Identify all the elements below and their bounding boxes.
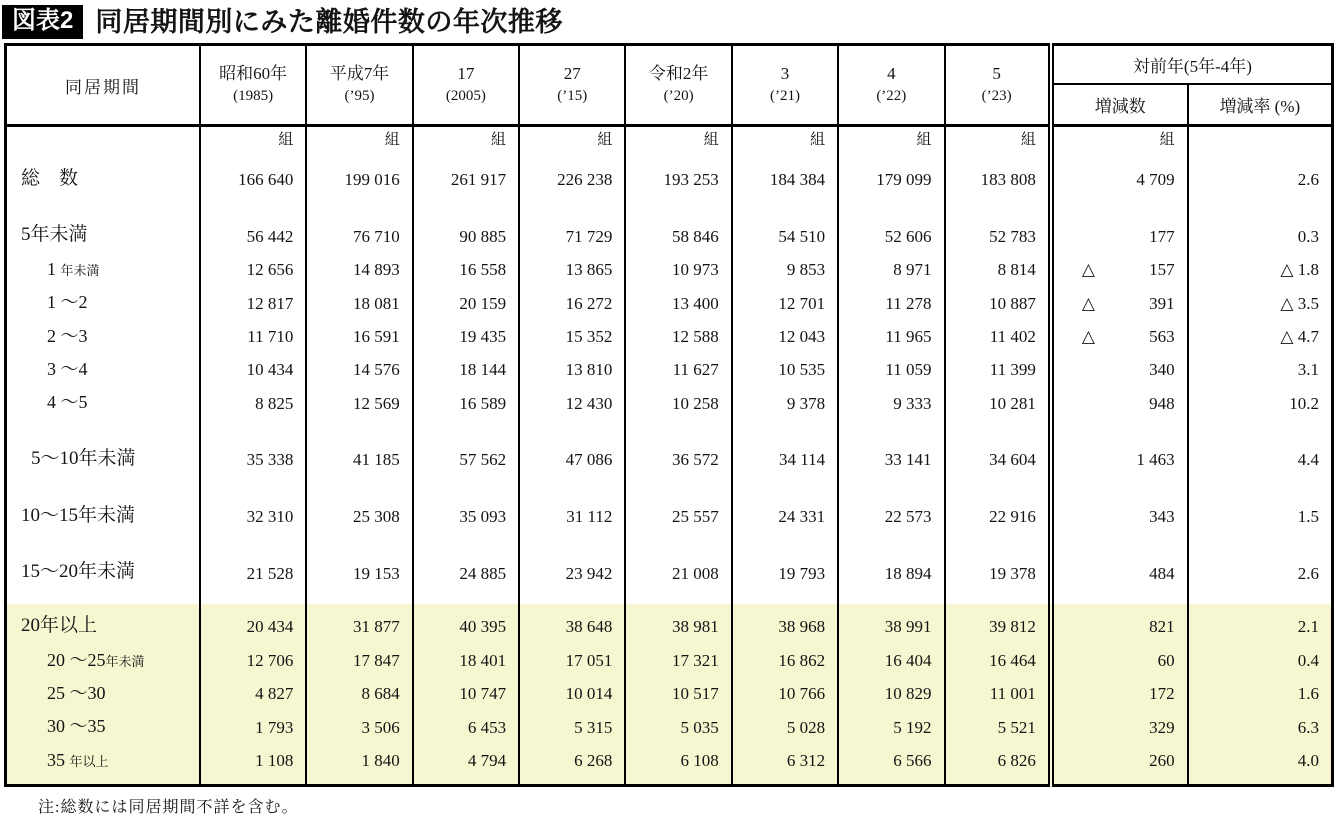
- cell-value: 10 747: [413, 678, 519, 711]
- row-label-text: 5年未満: [21, 224, 88, 246]
- cell-value: 11 965: [838, 321, 944, 354]
- diff-value: 157: [1149, 260, 1175, 280]
- cell-value: 12 656: [200, 254, 306, 287]
- cell-value: 184 384: [732, 163, 838, 198]
- cell-diff: [1051, 163, 1188, 198]
- row-label-text: 4 ～5: [47, 392, 88, 413]
- cell-value: 33 141: [838, 421, 944, 478]
- spacer-cell: [413, 591, 519, 604]
- cell-value: 166 640: [200, 163, 306, 198]
- unit-cell: 組: [200, 126, 306, 163]
- diff-value: 260: [1149, 751, 1175, 771]
- cell-value: 5 192: [838, 711, 944, 744]
- cell-value: 56 442: [200, 197, 306, 254]
- unit-cell: 組: [413, 126, 519, 163]
- cell-diff: [1051, 534, 1188, 591]
- cell-value: 76 710: [306, 197, 412, 254]
- figure-badge: 図表2: [2, 5, 83, 39]
- cell-value: 16 272: [519, 287, 625, 320]
- cell-value: 10 014: [519, 678, 625, 711]
- cell-value: 11 278: [838, 287, 944, 320]
- year-label: 5: [992, 63, 1001, 83]
- cell-value: 36 572: [625, 421, 731, 478]
- cell-value: 10 829: [838, 678, 944, 711]
- cell-value: 18 894: [838, 534, 944, 591]
- cell-rate: 0.4: [1188, 645, 1333, 678]
- unit-cell: 組: [1051, 126, 1188, 163]
- cell-value: 11 402: [945, 321, 1051, 354]
- cell-rate: 3.1: [1188, 354, 1333, 387]
- row-label: [6, 387, 200, 420]
- table-row: [6, 387, 1333, 420]
- row-label: [6, 645, 200, 678]
- year-label: 3: [780, 63, 790, 83]
- cell-value: 10 281: [945, 387, 1051, 420]
- cell-rate: 1.5: [1188, 478, 1333, 535]
- cell-value: 16 404: [838, 645, 944, 678]
- unit-row: [6, 126, 1333, 163]
- cell-value: 19 793: [732, 534, 838, 591]
- row-label-text: 20年以上: [21, 614, 98, 636]
- cell-diff: [1051, 745, 1188, 786]
- cell-value: 10 434: [200, 354, 306, 387]
- table-row: [6, 321, 1333, 354]
- cell-rate: △ 3.5: [1188, 287, 1333, 320]
- col-header-year-1985: [200, 45, 306, 126]
- table-row: [6, 745, 1333, 786]
- col-header-duration: 同居期間: [6, 45, 200, 126]
- cell-value: 41 185: [306, 421, 412, 478]
- cell-rate: 0.3: [1188, 197, 1333, 254]
- cell-diff: [1051, 478, 1188, 535]
- cell-value: 13 810: [519, 354, 625, 387]
- spacer-cell: [838, 591, 944, 604]
- cell-value: 40 395: [413, 604, 519, 645]
- cell-value: 11 710: [200, 321, 306, 354]
- cell-rate: 2.6: [1188, 163, 1333, 198]
- cell-value: 6 453: [413, 711, 519, 744]
- title-bar: [0, 0, 1340, 43]
- year-label: 昭和60年: [219, 63, 288, 83]
- year-label: 27: [563, 63, 581, 83]
- diff-wrap: [1082, 506, 1175, 528]
- cell-value: 10 535: [732, 354, 838, 387]
- unit-cell-empty: [1188, 126, 1333, 163]
- cell-value: 16 464: [945, 645, 1051, 678]
- year-sublabel: (’21): [769, 88, 800, 105]
- cell-value: 21 008: [625, 534, 731, 591]
- spacer-row: [6, 591, 1333, 604]
- cell-value: 38 981: [625, 604, 731, 645]
- year-label: 平成7年: [329, 63, 390, 83]
- cell-value: 22 916: [945, 478, 1051, 535]
- cell-value: 31 877: [306, 604, 412, 645]
- row-label: [6, 126, 200, 163]
- cell-value: 4 794: [413, 745, 519, 786]
- diff-wrap: [1082, 650, 1175, 672]
- cell-value: 39 812: [945, 604, 1051, 645]
- cell-value: 9 333: [838, 387, 944, 420]
- diff-value: 821: [1149, 617, 1175, 637]
- cell-value: 5 521: [945, 711, 1051, 744]
- row-label: [6, 604, 200, 645]
- cell-value: 24 331: [732, 478, 838, 535]
- cell-value: 10 517: [625, 678, 731, 711]
- cell-value: 179 099: [838, 163, 944, 198]
- cell-value: 5 315: [519, 711, 625, 744]
- cell-value: 12 706: [200, 645, 306, 678]
- cell-value: 11 059: [838, 354, 944, 387]
- cell-value: 71 729: [519, 197, 625, 254]
- row-label-suffix: 年未満: [105, 653, 145, 669]
- cell-value: 9 378: [732, 387, 838, 420]
- cell-rate: 2.6: [1188, 534, 1333, 591]
- spacer-cell: [6, 591, 200, 604]
- col-header-year-2005: [413, 45, 519, 126]
- cell-value: 6 108: [625, 745, 731, 786]
- cell-value: 22 573: [838, 478, 944, 535]
- spacer-cell: [200, 591, 306, 604]
- table-row: [6, 645, 1333, 678]
- cell-value: 16 591: [306, 321, 412, 354]
- col-header-year-2023: [945, 45, 1051, 126]
- cell-diff: [1051, 604, 1188, 645]
- row-label: [6, 534, 200, 591]
- year-sublabel: (’22): [876, 88, 907, 105]
- row-label: [6, 478, 200, 535]
- row-label-text: 25 ～30: [47, 682, 106, 703]
- diff-wrap: [1082, 750, 1175, 772]
- diff-wrap: [1082, 616, 1175, 638]
- row-label: [6, 421, 200, 478]
- cell-value: 18 401: [413, 645, 519, 678]
- cell-diff: [1051, 678, 1188, 711]
- diff-wrap: [1082, 259, 1175, 281]
- cell-value: 9 853: [732, 254, 838, 287]
- decrease-triangle-icon: △: [1081, 293, 1095, 313]
- diff-value: 329: [1149, 717, 1175, 737]
- cell-value: 16 558: [413, 254, 519, 287]
- table-row: [6, 711, 1333, 744]
- cell-value: 17 051: [519, 645, 625, 678]
- row-label-text: 5～10年未満: [31, 447, 136, 469]
- cell-value: 6 312: [732, 745, 838, 786]
- spacer-cell: [732, 591, 838, 604]
- cell-value: 18 081: [306, 287, 412, 320]
- cell-value: 52 783: [945, 197, 1051, 254]
- page-title: 同居期間別にみた離婚件数の年次推移: [95, 6, 563, 37]
- year-sublabel: (’95): [344, 88, 375, 105]
- footnote: 注:総数には同居期間不詳を含む。: [38, 799, 299, 817]
- cell-value: 1 108: [200, 745, 306, 786]
- cell-rate: △ 1.8: [1188, 254, 1333, 287]
- decrease-triangle-icon: △: [1081, 326, 1095, 346]
- cell-value: 38 968: [732, 604, 838, 645]
- cell-value: 19 153: [306, 534, 412, 591]
- divorce-statistics-table: [4, 43, 1334, 787]
- cell-value: 18 144: [413, 354, 519, 387]
- row-label-text: 20 ～25: [47, 649, 106, 670]
- diff-value: 343: [1149, 507, 1175, 527]
- cell-value: 12 430: [519, 387, 625, 420]
- cell-diff: [1051, 645, 1188, 678]
- row-label: [6, 163, 200, 198]
- diff-value: 563: [1149, 326, 1175, 346]
- cell-diff: [1051, 354, 1188, 387]
- cell-value: 15 352: [519, 321, 625, 354]
- year-sublabel: (’23): [981, 88, 1012, 105]
- diff-value: 60: [1157, 650, 1175, 670]
- cell-value: 19 435: [413, 321, 519, 354]
- spacer-cell: [625, 591, 731, 604]
- unit-cell: 組: [732, 126, 838, 163]
- cell-value: 57 562: [413, 421, 519, 478]
- row-label-text: 35: [47, 749, 70, 770]
- table-body: [6, 126, 1333, 786]
- table-row: [6, 478, 1333, 535]
- diff-value: 391: [1149, 293, 1175, 313]
- table-row: [6, 421, 1333, 478]
- cell-value: 226 238: [519, 163, 625, 198]
- cell-value: 21 528: [200, 534, 306, 591]
- cell-value: 25 557: [625, 478, 731, 535]
- col-header-comparison: 対前年(5年-4年): [1051, 45, 1333, 85]
- cell-rate: 4.0: [1188, 745, 1333, 786]
- cell-value: 16 589: [413, 387, 519, 420]
- cell-value: 8 825: [200, 387, 306, 420]
- cell-rate: 1.6: [1188, 678, 1333, 711]
- cell-value: 261 917: [413, 163, 519, 198]
- cell-diff: [1051, 421, 1188, 478]
- cell-value: 20 159: [413, 287, 519, 320]
- cell-value: 1 840: [306, 745, 412, 786]
- diff-wrap: [1082, 449, 1175, 471]
- table-row: [6, 678, 1333, 711]
- cell-value: 31 112: [519, 478, 625, 535]
- cell-value: 12 817: [200, 287, 306, 320]
- cell-value: 16 862: [732, 645, 838, 678]
- diff-wrap: [1082, 326, 1175, 348]
- cell-value: 47 086: [519, 421, 625, 478]
- table-row: [6, 604, 1333, 645]
- cell-diff: [1051, 321, 1188, 354]
- cell-diff: [1051, 254, 1188, 287]
- year-sublabel: (’20): [663, 88, 694, 105]
- cell-diff: [1051, 387, 1188, 420]
- cell-value: 14 576: [306, 354, 412, 387]
- cell-value: 14 893: [306, 254, 412, 287]
- col-header-diff: 増減数: [1051, 84, 1188, 126]
- cell-value: 5 028: [732, 711, 838, 744]
- row-label: [6, 197, 200, 254]
- unit-cell: 組: [625, 126, 731, 163]
- col-header-year-2021: [732, 45, 838, 126]
- diff-value: 172: [1149, 684, 1175, 704]
- cell-value: 193 253: [625, 163, 731, 198]
- table-row: [6, 287, 1333, 320]
- spacer-cell: [945, 591, 1051, 604]
- table-row: [6, 534, 1333, 591]
- cell-value: 23 942: [519, 534, 625, 591]
- cell-value: 5 035: [625, 711, 731, 744]
- cell-value: 35 338: [200, 421, 306, 478]
- row-label: [6, 287, 200, 320]
- cell-value: 17 321: [625, 645, 731, 678]
- diff-wrap: [1082, 226, 1175, 248]
- cell-value: 1 793: [200, 711, 306, 744]
- col-header-year-2022: [838, 45, 944, 126]
- cell-rate: 10.2: [1188, 387, 1333, 420]
- spacer-cell: [1051, 591, 1188, 604]
- row-label-text: 15～20年未満: [21, 561, 136, 583]
- table-row: [6, 354, 1333, 387]
- spacer-cell: [1188, 591, 1333, 604]
- cell-rate: 6.3: [1188, 711, 1333, 744]
- cell-diff: [1051, 287, 1188, 320]
- diff-value: 1 463: [1136, 450, 1175, 470]
- cell-diff: [1051, 197, 1188, 254]
- diff-value: 4 709: [1136, 170, 1175, 190]
- row-label: [6, 711, 200, 744]
- col-header-rate: 増減率 (%): [1188, 84, 1333, 126]
- cell-rate: 2.1: [1188, 604, 1333, 645]
- row-label-text: 10～15年未満: [21, 504, 136, 526]
- cell-value: 4 827: [200, 678, 306, 711]
- cell-value: 54 510: [732, 197, 838, 254]
- cell-value: 38 648: [519, 604, 625, 645]
- cell-value: 6 826: [945, 745, 1051, 786]
- row-label-suffix: 年未満: [60, 262, 100, 278]
- diff-value: 177: [1149, 226, 1175, 246]
- table-row: [6, 254, 1333, 287]
- row-label: [6, 254, 200, 287]
- row-label: [6, 321, 200, 354]
- cell-value: 34 604: [945, 421, 1051, 478]
- cell-value: 12 569: [306, 387, 412, 420]
- cell-value: 90 885: [413, 197, 519, 254]
- cell-value: 8 684: [306, 678, 412, 711]
- unit-cell: 組: [945, 126, 1051, 163]
- diff-wrap: [1082, 359, 1175, 381]
- cell-rate: △ 4.7: [1188, 321, 1333, 354]
- cell-value: 3 506: [306, 711, 412, 744]
- cell-value: 183 808: [945, 163, 1051, 198]
- row-label-text: 30 ～35: [47, 716, 106, 737]
- year-sublabel: (2005): [445, 88, 486, 105]
- cell-value: 38 991: [838, 604, 944, 645]
- row-label-text: 2 ～3: [47, 325, 88, 346]
- cell-value: 10 973: [625, 254, 731, 287]
- cell-value: 11 001: [945, 678, 1051, 711]
- diff-wrap: [1082, 169, 1175, 191]
- cell-value: 6 268: [519, 745, 625, 786]
- unit-cell: 組: [306, 126, 412, 163]
- cell-value: 10 887: [945, 287, 1051, 320]
- col-header-year-2015: [519, 45, 625, 126]
- unit-cell: 組: [838, 126, 944, 163]
- cell-value: 20 434: [200, 604, 306, 645]
- row-label-text: 総 数: [21, 167, 79, 189]
- diff-value: 484: [1149, 563, 1175, 583]
- row-label-text: 1 ～2: [47, 292, 88, 313]
- decrease-triangle-icon: △: [1081, 260, 1095, 280]
- cell-value: 12 701: [732, 287, 838, 320]
- cell-value: 13 400: [625, 287, 731, 320]
- cell-value: 25 308: [306, 478, 412, 535]
- year-sublabel: (1985): [233, 88, 274, 105]
- spacer-cell: [306, 591, 412, 604]
- year-label: 17: [457, 63, 475, 83]
- spacer-cell: [519, 591, 625, 604]
- cell-value: 8 814: [945, 254, 1051, 287]
- cell-value: 13 865: [519, 254, 625, 287]
- cell-value: 199 016: [306, 163, 412, 198]
- cell-value: 52 606: [838, 197, 944, 254]
- table-header: [6, 45, 1333, 126]
- cell-rate: 4.4: [1188, 421, 1333, 478]
- cell-value: 17 847: [306, 645, 412, 678]
- row-label-text: 3 ～4: [47, 359, 88, 380]
- cell-value: 10 766: [732, 678, 838, 711]
- cell-value: 24 885: [413, 534, 519, 591]
- cell-value: 19 378: [945, 534, 1051, 591]
- cell-value: 8 971: [838, 254, 944, 287]
- row-label-suffix: 年以上: [69, 753, 109, 769]
- year-label: 4: [887, 63, 896, 83]
- diff-wrap: [1082, 683, 1175, 705]
- cell-value: 10 258: [625, 387, 731, 420]
- cell-value: 11 627: [625, 354, 731, 387]
- cell-value: 11 399: [945, 354, 1051, 387]
- diff-wrap: [1082, 717, 1175, 739]
- row-label: [6, 354, 200, 387]
- year-label: 令和2年: [648, 63, 709, 83]
- cell-value: 12 043: [732, 321, 838, 354]
- diff-value: 948: [1149, 393, 1175, 413]
- row-label: [6, 745, 200, 786]
- cell-value: 12 588: [625, 321, 731, 354]
- year-sublabel: (’15): [557, 88, 588, 105]
- col-header-year-2020: [625, 45, 731, 126]
- diff-value: 340: [1149, 360, 1175, 380]
- diff-wrap: [1082, 393, 1175, 415]
- table-row: [6, 197, 1333, 254]
- row-label-text: 1: [47, 258, 61, 279]
- cell-value: 58 846: [625, 197, 731, 254]
- table-row: [6, 163, 1333, 198]
- diff-wrap: [1082, 293, 1175, 315]
- cell-value: 32 310: [200, 478, 306, 535]
- cell-value: 6 566: [838, 745, 944, 786]
- unit-cell: 組: [519, 126, 625, 163]
- cell-diff: [1051, 711, 1188, 744]
- row-label: [6, 678, 200, 711]
- cell-value: 35 093: [413, 478, 519, 535]
- diff-wrap: [1082, 563, 1175, 585]
- col-header-year-1995: [306, 45, 412, 126]
- cell-value: 34 114: [732, 421, 838, 478]
